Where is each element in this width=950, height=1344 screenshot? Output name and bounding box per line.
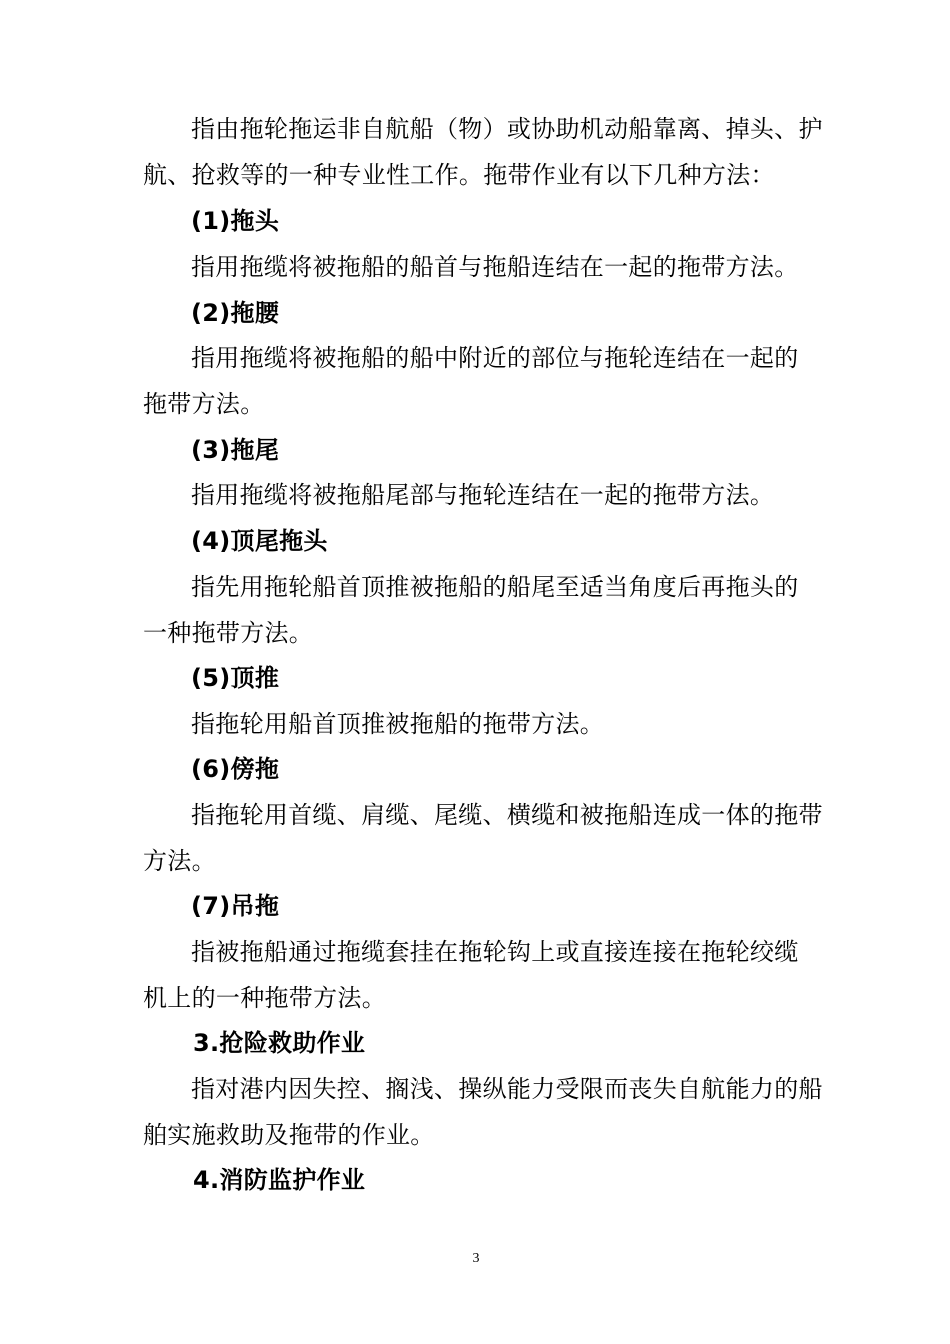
heading-push: (5)顶推 [191,664,280,692]
paragraph-tow-waist-line-1: 指用拖缆将被拖船的船中附近的部位与拖轮连结在一起的 [191,344,799,372]
paragraph-push-stern-tow-head-line-2: 一种拖带方法。 [143,619,314,647]
page-number: 3 [472,1251,480,1266]
paragraph-push-stern-tow-head-line-1: 指先用拖轮船首顶推被拖船的船尾至适当角度后再拖头的 [191,573,799,601]
heading-push-stern-tow-head: (4)顶尾拖头 [191,527,328,555]
heading-tow-stern: (3)拖尾 [191,436,280,464]
intro-line-2: 航、抢救等的一种专业性工作。拖带作业有以下几种方法： [143,161,775,189]
paragraph-hook-tow-line-1: 指被拖船通过拖缆套挂在拖轮钩上或直接连接在拖轮绞缆 [191,938,799,966]
intro-line-1: 指由拖轮拖运非自航船（物）或协助机动船靠离、掉头、护 [191,115,823,143]
paragraph-tow-stern: 指用拖缆将被拖船尾部与拖轮连结在一起的拖带方法。 [191,481,775,509]
section-heading-fire-watch: 4.消防监护作业 [193,1166,366,1194]
paragraph-tow-waist-line-2: 拖带方法。 [143,390,265,418]
heading-tow-waist: (2)拖腰 [191,299,280,327]
paragraph-alongside-tow-line-2: 方法。 [143,847,216,875]
heading-tow-head: (1)拖头 [191,207,280,235]
section-heading-rescue: 3.抢险救助作业 [193,1029,366,1057]
paragraph-alongside-tow-line-1: 指拖轮用首缆、肩缆、尾缆、横缆和被拖船连成一体的拖带 [191,801,823,829]
paragraph-rescue-line-2: 舶实施救助及拖带的作业。 [143,1121,435,1149]
heading-alongside-tow: (6)傍拖 [191,755,280,783]
paragraph-rescue-line-1: 指对港内因失控、搁浅、操纵能力受限而丧失自航能力的船 [191,1075,823,1103]
paragraph-hook-tow-line-2: 机上的一种拖带方法。 [143,984,386,1012]
paragraph-tow-head: 指用拖缆将被拖船的船首与拖船连结在一起的拖带方法。 [191,253,799,281]
heading-hook-tow: (7)吊拖 [191,892,280,920]
paragraph-push: 指拖轮用船首顶推被拖船的拖带方法。 [191,710,605,738]
